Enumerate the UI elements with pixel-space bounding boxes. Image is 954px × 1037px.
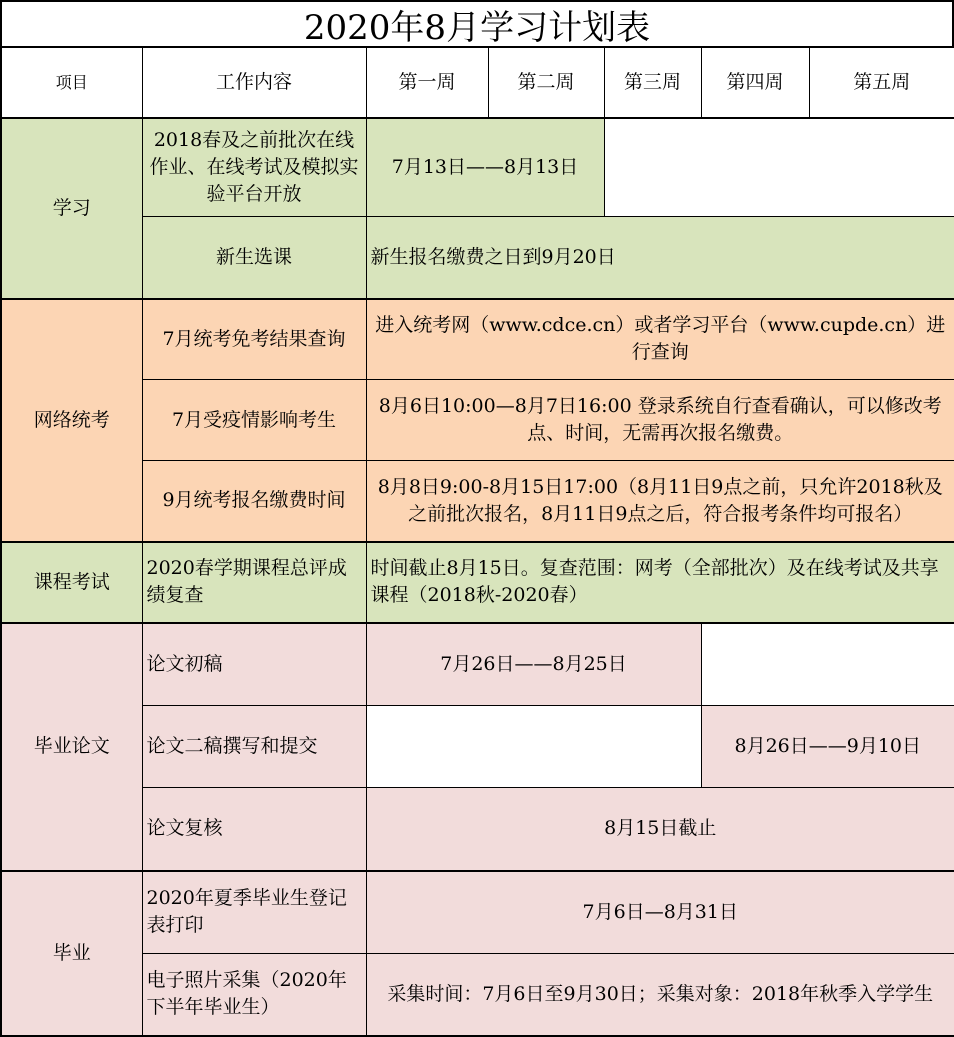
header-week-5: 第五周 xyxy=(809,48,954,118)
table-row xyxy=(1,542,954,623)
row-content: 2020春学期课程总评成绩复查 xyxy=(142,542,366,623)
header-row xyxy=(1,48,954,118)
category-course: 课程考试 xyxy=(1,542,142,623)
row-schedule: 8月15日截止 xyxy=(366,788,954,871)
table-row xyxy=(1,299,954,380)
row-schedule: 7月26日——8月25日 xyxy=(366,623,701,706)
table-row xyxy=(1,461,954,542)
row-content: 论文初稿 xyxy=(142,623,366,706)
row-schedule: 7月13日——8月13日 xyxy=(366,118,604,217)
header-week-2: 第二周 xyxy=(488,48,604,118)
header-week-1: 第一周 xyxy=(366,48,488,118)
row-content: 论文二稿撰写和提交 xyxy=(142,706,366,788)
table-row xyxy=(1,623,954,706)
row-content: 电子照片采集（2020年下半年毕业生） xyxy=(142,954,366,1036)
table-row xyxy=(1,380,954,461)
row-schedule: 8月6日10:00—8月7日16:00 登录系统自行查看确认，可以修改考点、时间，无需再次报名缴费。 xyxy=(366,380,954,461)
row-content: 9月统考报名缴费时间 xyxy=(142,461,366,542)
row-content: 新生选课 xyxy=(142,217,366,299)
row-content: 7月统考免考结果查询 xyxy=(142,299,366,380)
row-schedule: 采集时间：7月6日至9月30日；采集对象：2018年秋季入学学生 xyxy=(366,954,954,1036)
header-week-3: 第三周 xyxy=(604,48,701,118)
row-content: 2020年夏季毕业生登记表打印 xyxy=(142,871,366,954)
header-content: 工作内容 xyxy=(142,48,366,118)
row-schedule: 时间截止8月15日。复查范围：网考（全部批次）及在线考试及共享课程（2018秋-2020春） xyxy=(366,542,954,623)
row-schedule: 8月8日9:00-8月15日17:00（8月11日9点之前，只允许2018秋及之前批次报名，8月11日9点之后，符合报考条件均可报名） xyxy=(366,461,954,542)
table-row xyxy=(1,217,954,299)
header-item: 项目 xyxy=(1,48,142,118)
row-schedule: 新生报名缴费之日到9月20日 xyxy=(366,217,954,299)
plan-table xyxy=(0,47,954,1037)
row-schedule: 7月6日—8月31日 xyxy=(366,871,954,954)
table-row xyxy=(1,788,954,871)
table-row xyxy=(1,706,954,788)
empty-cell xyxy=(701,623,954,706)
category-graduation: 毕业 xyxy=(1,871,142,1036)
row-content: 论文复核 xyxy=(142,788,366,871)
empty-cell xyxy=(366,706,701,788)
category-thesis: 毕业论文 xyxy=(1,623,142,871)
empty-cell xyxy=(604,118,954,217)
sheet-title: 2020年8月学习计划表 xyxy=(0,0,954,47)
row-schedule: 8月26日——9月10日 xyxy=(701,706,954,788)
header-week-4: 第四周 xyxy=(701,48,809,118)
table-row xyxy=(1,118,954,217)
table-row xyxy=(1,871,954,954)
row-content: 7月受疫情影响考生 xyxy=(142,380,366,461)
row-content: 2018春及之前批次在线作业、在线考试及模拟实验平台开放 xyxy=(142,118,366,217)
category-exam: 网络统考 xyxy=(1,299,142,542)
category-study: 学习 xyxy=(1,118,142,299)
row-schedule: 进入统考网（www.cdce.cn）或者学习平台（www.cupde.cn）进行查询 xyxy=(366,299,954,380)
table-row xyxy=(1,954,954,1036)
